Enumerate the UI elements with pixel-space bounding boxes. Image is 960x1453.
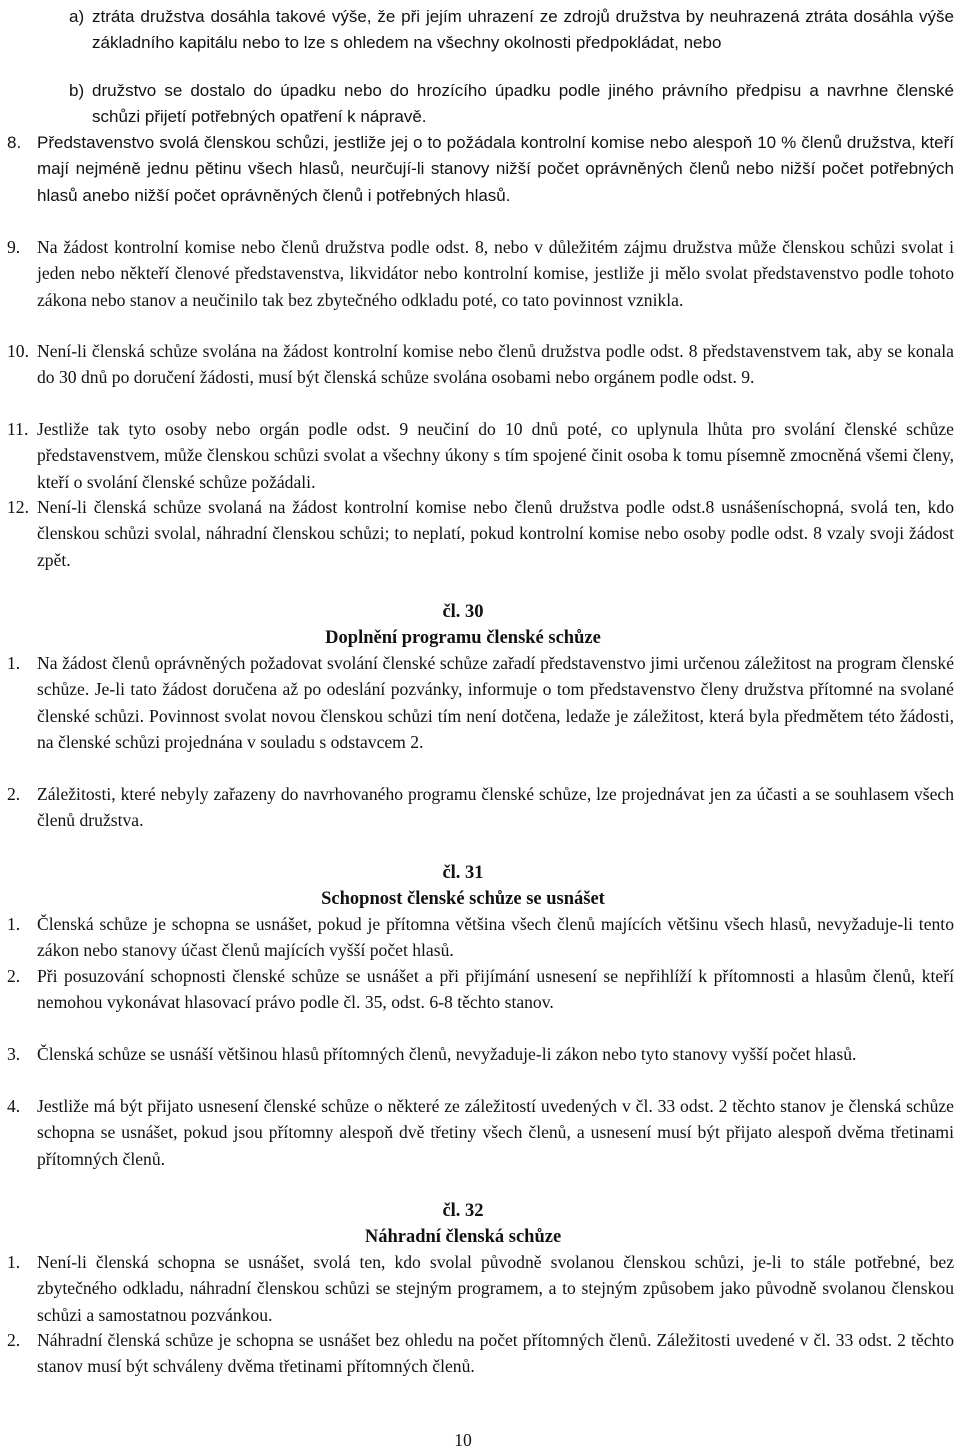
list-marker: 2. (7, 1330, 21, 1350)
list-marker: a) (69, 7, 85, 26)
list-marker: 12. (7, 497, 29, 517)
list-marker: b) (69, 81, 85, 100)
paragraph-12: Není-li členská schůze svolaná na žádost kontrolní komise nebo členů družstva podle odst.8 usnášeníschopná, svolá ten, kdo členskou schůzi svolal, náhradní členskou schůzi; to neplatí, pokud kontrolní komise nebo osoby podle odst. 8 vzaly svoji žádost zpět. (37, 497, 954, 570)
paragraph-11: Jestliže tak tyto osoby nebo orgán podle odst. 9 neučiní do 10 dnů poté, co uplynula lhůta pro svolání členské schůze představenstvem, může členskou schůzi svolat a všechny úkony s tím spojené činit osoba k tomu písemně zmocněná všemi členy, kteří o svolání členské schůze požádali. (37, 419, 954, 492)
list-marker: 10. (7, 341, 29, 361)
article-31-title: Schopnost členské schůze se usnášet (321, 889, 605, 909)
article-31-item-3: Členská schůze se usnáší většinou hlasů přítomných členů, nevyžaduje-li zákon nebo tyto stanovy vyšší počet hlasů. (37, 1044, 857, 1064)
list-marker: 9. (7, 237, 21, 257)
article-31-number: čl. 31 (442, 863, 484, 883)
article-30-item-2: Záležitosti, které nebyly zařazeny do navrhovaného programu členské schůze, lze projednávat jen za účasti a se souhlasem všech členů družstva. (37, 784, 954, 831)
article-32-title: Náhradní členská schůze (364, 1227, 562, 1247)
article-30-item-1: Na žádost členů oprávněných požadovat svolání členské schůze zařadí představenstvo jimi určenou záležitost na program členské schůze. Je-li tato žádost doručena až po odeslání pozvánky, informuje o tom představenstvo členy družstva přítomné na svolané členské schůzi. Povinnost svolat novou členskou schůzi tím není dotčena, ledaže je záležitost, která byla předmětem této žádosti, na členské schůzi projednána v souladu s odstavcem 2. (37, 653, 954, 753)
article-31-item-1: Členská schůze je schopna se usnášet, pokud je přítomna většina všech členů majících většinu všech hlasů, nevyžaduje-li tento zákon nebo stanovy účast členů majících vyšší počet hlasů. (37, 914, 954, 961)
article-32-item-1: Není-li členská schopna se usnášet, svolá ten, kdo svolal původně svolanou členskou schůzi, je-li to stále potřebné, bez zbytečného odkladu, náhradní členskou schůzi se stejným programem, a to stejným způsobem jako původně svolanou členskou schůzi a samostatnou pozvánkou. (37, 1252, 954, 1325)
list-marker: 4. (7, 1096, 21, 1116)
list-marker: 1. (7, 914, 21, 934)
paragraph-9: Na žádost kontrolní komise nebo členů družstva podle odst. 8, nebo v důležitém zájmu družstva může členskou schůzi svolat i jeden nebo někteří členové představenstva, likvidátor nebo kontrolní komise, jestliže ji mělo svolat představenstvo podle tohoto zákona nebo stanov a neučinilo tak bez zbytečného odkladu poté, co tato povinnost vznikla. (37, 237, 954, 310)
list-marker: 2. (7, 966, 21, 986)
paragraph-8: Představenstvo svolá členskou schůzi, jestliže jej o to požádala kontrolní komise nebo alespoň 10 % členů družstva, kteří mají nejméně jednu pětinu všech hlasů, neurčují-li stanovy nižší počet oprávněných členů nebo nižší počet potřebných hlasů anebo nižší počet oprávněných členů i potřebných hlasů. (37, 133, 954, 205)
article-32-number: čl. 32 (442, 1201, 484, 1221)
list-marker: 3. (7, 1044, 21, 1064)
article-30-title: Doplnění programu členské schůze (325, 628, 601, 648)
list-marker: 1. (7, 653, 21, 673)
list-marker: 2. (7, 784, 21, 804)
list-marker: 11. (7, 419, 29, 439)
list-marker: 8. (7, 133, 22, 152)
paragraph-10: Není-li členská schůze svolána na žádost kontrolní komise nebo členů družstva podle odst. 8 představenstvem tak, aby se konala do 30 dnů po doručení žádosti, musí být členská schůze svolána osobami nebo orgánem podle odst. 9. (37, 341, 954, 388)
page-number: 10 (454, 1430, 472, 1450)
list-marker: 1. (7, 1252, 21, 1272)
article-32-item-2: Náhradní členská schůze je schopna se usnášet bez ohledu na počet přítomných členů. Záležitosti uvedené v čl. 33 odst. 2 těchto stanov musí být schváleny dvěma třetinami přítomných členů. (37, 1330, 954, 1377)
paragraph-b: družstvo se dostalo do úpadku nebo do hrozícího úpadku podle jiného právního předpisu a navrhne členské schůzi přijetí potřebných opatření k nápravě. (92, 81, 954, 127)
article-31-item-2: Při posuzování schopnosti členské schůze se usnášet a při přijímání usnesení se nepřihlíží k přítomnosti a hlasům členů, kteří nemohou vykonávat hlasovací právo podle čl. 35, odst. 6-8 těchto stanov. (37, 966, 954, 1013)
article-30-number: čl. 30 (442, 602, 484, 622)
paragraph-a: ztráta družstva dosáhla takové výše, že při jejím uhrazení ze zdrojů družstva by neuhrazená ztráta dosáhla výše základního kapitálu nebo to lze s ohledem na všechny okolnosti předpokládat, nebo (92, 7, 954, 53)
article-31-item-4: Jestliže má být přijato usnesení členské schůze o některé ze záležitostí uvedených v čl. 33 odst. 2 těchto stanov je členská schůze schopna se usnášet, pokud jsou přítomny alespoň dvě třetiny všech členů, a usnesení musí být přijato alespoň dvěma třetinami přítomných členů. (37, 1096, 954, 1169)
